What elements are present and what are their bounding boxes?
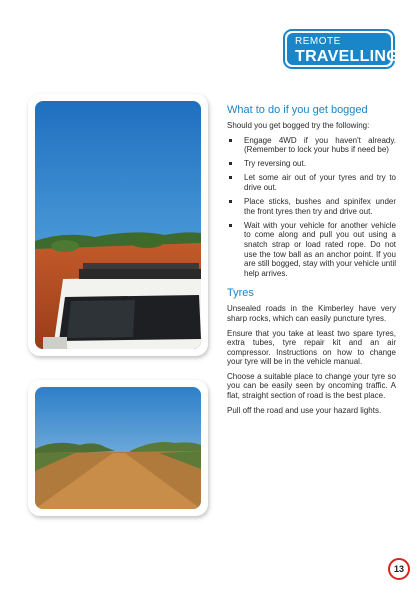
road-photo-image (35, 387, 201, 509)
tyres-paragraph: Choose a suitable place to change your tyre so you can be easily seen by oncoming traffic. A flat, straight section of road is the best place. (227, 371, 396, 401)
bogged-list (227, 136, 396, 279)
list-item (227, 197, 396, 216)
list-item-text: Try reversing out. (244, 159, 306, 169)
list-item-text: Place sticks, bushes and spinifex under the front tyres then try and drive out. (244, 197, 396, 216)
list-item (227, 136, 396, 155)
list-item (227, 159, 396, 169)
badge-line-1: REMOTE (295, 36, 341, 47)
page-number: 13 (393, 564, 404, 574)
bullet-marker (229, 200, 232, 203)
list-item (227, 173, 396, 192)
bogged-heading: What to do if you get bogged (227, 104, 368, 116)
vehicle-photo-image (35, 101, 201, 349)
tyres-heading: Tyres (227, 287, 254, 300)
photo-outback-road (28, 380, 208, 516)
tyres-paragraph: Unsealed roads in the Kimberley have very sharp rocks, which can easily puncture tyres. (227, 304, 396, 323)
bullet-marker (229, 224, 232, 227)
bogged-intro: Should you get bogged try the following: (227, 121, 370, 130)
list-item-text: Let some air out of your tyres and try to drive out. (244, 173, 396, 192)
list-item-text: Engage 4WD if you haven't already. (Remember to lock your hubs if need be) (244, 135, 396, 155)
list-item-text: Wait with your vehicle for another vehicle to come along and pull you out using a snatch strap or load rated rope. Do not use the tow ball as an anchor point. If you are still bogged, stay with your vehicle until help arrives. (244, 220, 396, 278)
section-badge (283, 29, 400, 69)
list-item (227, 221, 396, 279)
bullet-marker (229, 139, 232, 142)
main-content (227, 104, 396, 420)
bullet-marker (229, 176, 232, 179)
bullet-marker (229, 162, 232, 165)
section-badge-inner (287, 33, 400, 65)
tyres-paragraph: Pull off the road and use your hazard lights. (227, 405, 382, 415)
photo-4wd-vehicle (28, 94, 208, 356)
page-number-badge (388, 558, 410, 580)
badge-line-2: TRAVELLING (295, 48, 400, 65)
tyres-paragraph: Ensure that you take at least two spare tyres, extra tubes, tyre repair kit and an air compressor. Instructions on how to change your tyre will be in the vehicle manual. (227, 328, 396, 367)
